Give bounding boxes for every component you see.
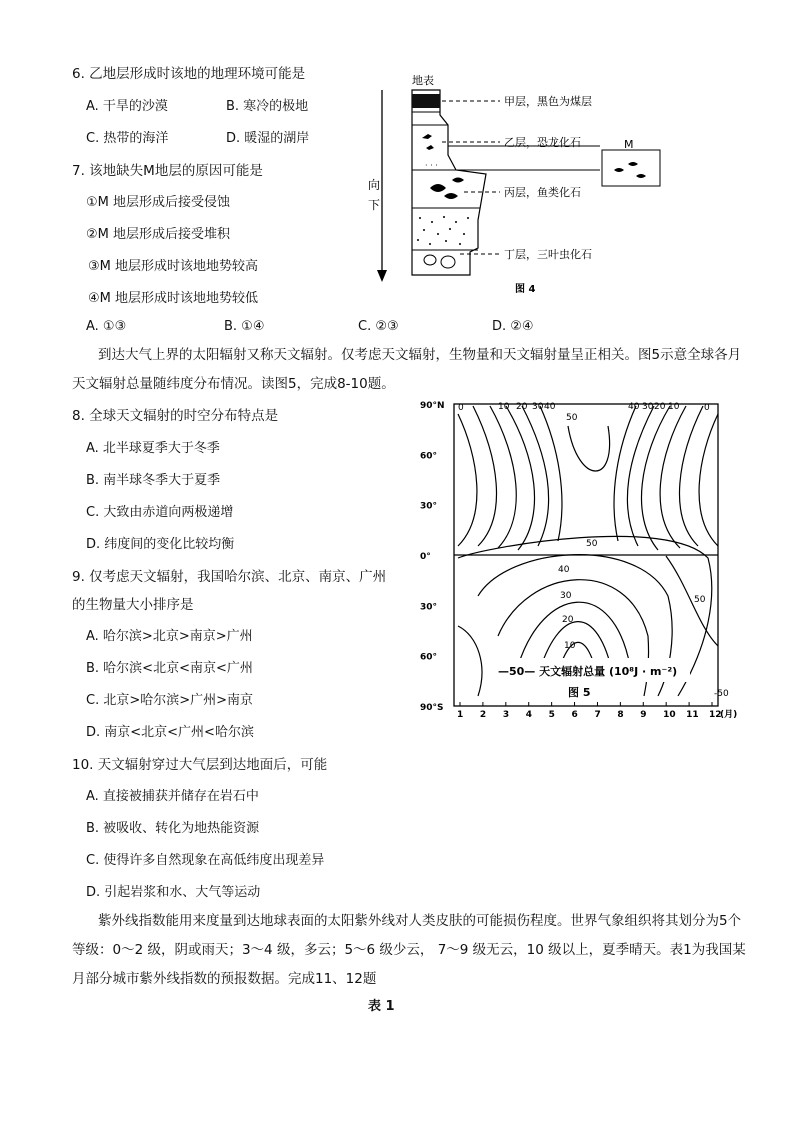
fig5-y-tick-label: 0° <box>420 552 431 562</box>
fig5-contour-label: 40 <box>544 402 556 412</box>
fig4-layer-ding: 丁层，三叶虫化石 <box>504 248 592 261</box>
fig5-x-tick-label: 10 <box>663 710 676 718</box>
fig5-x-tick-label: 3 <box>502 710 510 718</box>
fig5-x-tick-label: 1 <box>457 710 464 718</box>
fig5-x-tick-label: 8 <box>617 710 624 718</box>
q10-stem: 10. 天文辐射穿过大气层到达地面后，可能 <box>72 757 328 773</box>
fig5-caption: 图 5 <box>568 686 591 699</box>
fig4-m-label: M <box>624 138 634 151</box>
fig5-contour-label: 10 <box>668 402 680 412</box>
svg-text:· · ·: · · · <box>425 161 438 170</box>
fig4-direction-top: 向 <box>368 178 381 192</box>
fig5-y-tick-label: 90°N <box>420 401 445 411</box>
q7-option-c: C. ②③ <box>358 319 399 334</box>
fig5-y-tick-label: 90°S <box>420 703 444 713</box>
q8-option-b: B. 南半球冬季大于夏季 <box>86 473 221 488</box>
q9-option-c: C. 北京>哈尔滨>广州>南京 <box>86 693 254 708</box>
q10-option-d: D. 引起岩浆和水、大气等运动 <box>86 885 261 900</box>
q8-option-a: A. 北半球夏季大于冬季 <box>86 441 220 456</box>
fig5-x-tick-label: 11 <box>686 710 699 718</box>
fig5-x-tick-label: 9 <box>640 710 647 718</box>
fig5-y-tick-label: 60° <box>420 451 438 462</box>
fig5-x-tick-label: 4 <box>525 710 532 718</box>
q7-item-2: ②M 地层形成后接受堆积 <box>86 227 231 242</box>
fig5-x-tick-label: 12 <box>709 710 722 718</box>
q8-stem: 8. 全球天文辐射的时空分布特点是 <box>72 408 279 424</box>
q7-item-3: ③M 地层形成时该地地势较高 <box>88 259 259 274</box>
fig5-x-tick-label: 6 <box>571 710 578 718</box>
q6-stem: 6. 乙地层形成时该地的地理环境可能是 <box>72 66 306 82</box>
fig5-contour-label: 30 <box>560 591 572 601</box>
fig4-caption: 图 4 <box>515 284 536 295</box>
q8-option-d: D. 纬度间的变化比较均衡 <box>86 537 235 552</box>
q7-option-d: D. ②④ <box>492 319 534 334</box>
fig4-surface-label: 地表 <box>412 74 434 87</box>
fig5-contour-label: 20 <box>654 402 666 412</box>
fig5-y-tick-label: 60° <box>420 652 438 663</box>
fig5-legend: —50— 天文辐射总量 (10⁸J · m⁻²) <box>498 665 678 678</box>
q9-stem-line1: 9. 仅考虑天文辐射，我国哈尔滨、北京、南京、广州 <box>72 569 387 585</box>
fig5-contour-label: -50 <box>714 689 729 699</box>
q6-option-c: C. 热带的海洋 <box>86 131 169 146</box>
intro-paragraph: 到达大气上界的太阳辐射又称天文辐射。仅考虑天文辐射，生物量和天文辐射量呈正相关。图5示意全球各月天文辐射总量随纬度分布情况。读图5，完成8-10题。 <box>72 347 742 392</box>
fig5-y-tick-label: 30° <box>420 602 438 613</box>
fig5-contour-label: 10 <box>498 402 510 412</box>
figure-4-strata <box>360 70 680 300</box>
fig5-contour-label: 50 <box>694 595 706 605</box>
fig5-contour-label: 50 <box>566 413 578 423</box>
fig5-contour-label: 50 <box>586 539 598 549</box>
q7-item-1: ①M 地层形成后接受侵蚀 <box>86 195 231 210</box>
fig5-contour-label: 40 <box>628 402 640 412</box>
q10-option-a: A. 直接被捕获并储存在岩石中 <box>86 789 259 804</box>
table-1-caption: 表 1 <box>368 999 395 1014</box>
q7-stem: 7. 该地缺失M地层的原因可能是 <box>72 163 263 179</box>
fig5-contour-label: 0 <box>458 403 464 413</box>
q9-option-b: B. 哈尔滨<北京<南京<广州 <box>86 661 253 676</box>
q10-option-b: B. 被吸收、转化为地热能资源 <box>86 821 260 836</box>
fig4-layer-yi: 乙层，恐龙化石 <box>504 136 581 149</box>
fig5-x-tick-label: 7 <box>594 710 601 718</box>
uv-intro-paragraph: 紫外线指数能用来度量到达地球表面的太阳紫外线对人类皮肤的可能损伤程度。世界气象组织将其划分为5个等级：0～2 级，阴或雨天；3～4 级，多云；5～6 级少云， 7～9 级无云，10 级以上，夏季晴天。表1为我国某月部分城市紫外线指数的预报数据。完成11、12题 <box>72 913 746 987</box>
fig5-contour-label: 20 <box>562 615 574 625</box>
q7-option-b: B. ①④ <box>224 319 265 334</box>
fig5-x-tick-label: 5 <box>548 710 555 718</box>
figure-5-chart <box>418 396 740 718</box>
fig4-layer-jia: 甲层，黑色为煤层 <box>504 95 592 108</box>
fig4-direction-bottom: 下 <box>368 198 381 212</box>
fig5-contour-label: 30 <box>642 402 654 412</box>
fig5-y-tick-label: 30° <box>420 501 438 512</box>
fig5-contour-label: 0 <box>704 403 710 413</box>
fig4-layer-bing: 丙层，鱼类化石 <box>504 186 581 199</box>
q9-option-a: A. 哈尔滨>北京>南京>广州 <box>86 629 253 644</box>
q7-item-4: ④M 地层形成时该地地势较低 <box>88 291 259 306</box>
q8-option-c: C. 大致由赤道向两极递增 <box>86 505 234 520</box>
q6-option-a: A. 干旱的沙漠 <box>86 99 168 114</box>
q10-option-c: C. 使得许多自然现象在高低纬度出现差异 <box>86 853 325 868</box>
q7-option-a: A. ①③ <box>86 319 127 334</box>
q9-option-d: D. 南京<北京<广州<哈尔滨 <box>86 725 254 740</box>
fig5-x-tick-label: 2 <box>479 710 487 718</box>
q6-option-b: B. 寒冷的极地 <box>226 99 309 114</box>
fig5-contour-label: 10 <box>564 641 576 651</box>
fig5-contour-label: 30 <box>532 402 544 412</box>
q9-stem-line2: 的生物量大小排序是 <box>72 597 194 613</box>
q6-option-d: D. 暖湿的湖岸 <box>226 131 310 146</box>
fig5-contour-label: 40 <box>558 565 570 575</box>
fig5-contour-label: 20 <box>516 402 528 412</box>
fig5-x-unit: (月) <box>720 710 738 718</box>
